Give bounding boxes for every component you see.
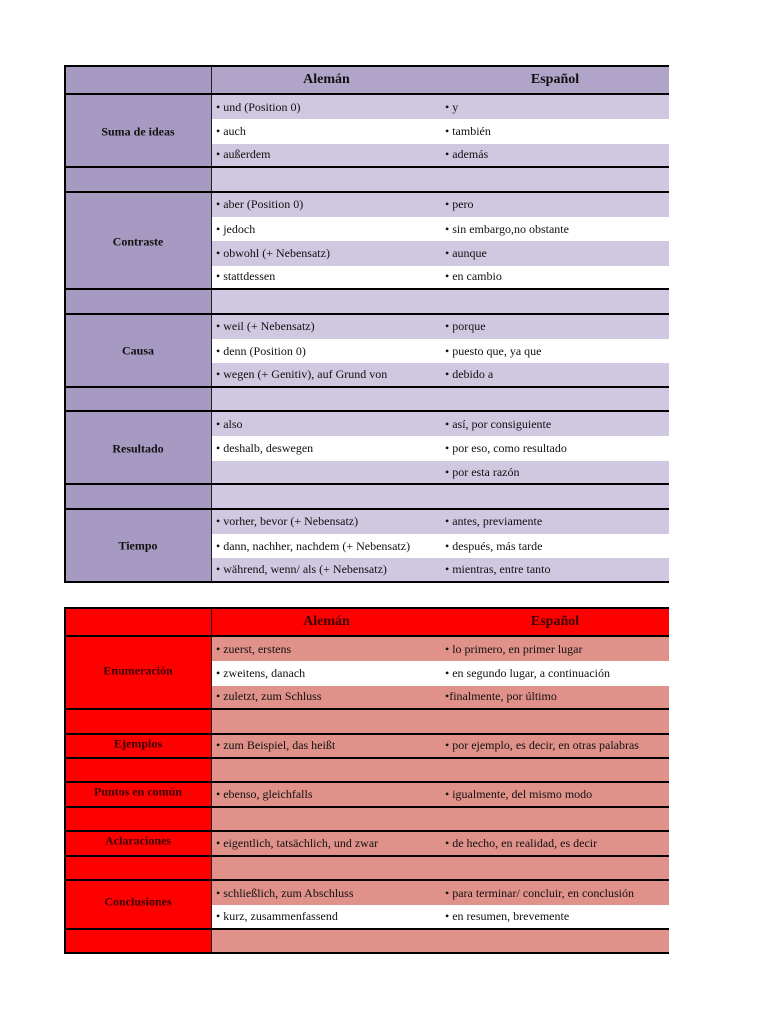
spanish-term: • por eso, como resultado <box>441 436 669 460</box>
category-cell <box>64 558 212 580</box>
german-term: • aber (Position 0) <box>212 193 441 217</box>
spanish-term: • pero <box>441 193 669 217</box>
category-cell <box>64 95 212 119</box>
spanish-term: • de hecho, en realidad, es decir <box>441 832 669 854</box>
spanish-term: • por esta razón <box>441 461 669 483</box>
spacer-row <box>64 485 669 509</box>
category-label-causa: Causa <box>121 343 154 358</box>
empty-cell <box>441 759 669 781</box>
spanish-term: • por ejemplo, es decir, en otras palabras <box>441 735 669 757</box>
spacer-row <box>64 857 669 881</box>
empty-cell <box>212 808 441 830</box>
category-cell <box>64 759 212 781</box>
category-cell <box>64 710 212 732</box>
category-cell <box>64 412 212 436</box>
german-term: • schließlich, zum Abschluss <box>212 881 441 905</box>
spanish-term: • aunque <box>441 241 669 265</box>
table-row <box>64 193 669 217</box>
spanish-term: • porque <box>441 315 669 339</box>
spanish-term: • en segundo lugar, a continuación <box>441 661 669 685</box>
spanish-term: • en cambio <box>441 266 669 288</box>
table-row <box>64 686 669 710</box>
german-term: • also <box>212 412 441 436</box>
german-term: • wegen (+ Genitiv), auf Grund von <box>212 363 441 385</box>
spanish-term: • antes, previamente <box>441 510 669 534</box>
category-cell <box>64 388 212 410</box>
empty-cell <box>212 485 441 507</box>
category-cell <box>64 144 212 166</box>
header-aleman: Alemán <box>212 67 441 93</box>
german-term: • jedoch <box>212 217 441 241</box>
spacer-row <box>64 710 669 734</box>
empty-cell <box>212 759 441 781</box>
spacer-row <box>64 808 669 832</box>
header-aleman: Alemán <box>212 609 441 635</box>
table-row <box>64 510 669 534</box>
category-label-conclusiones: Conclusiones <box>104 894 172 909</box>
empty-cell <box>441 808 669 830</box>
category-cell <box>64 808 212 830</box>
spacer-row <box>64 168 669 192</box>
empty-cell <box>441 388 669 410</box>
german-term: • außerdem <box>212 144 441 166</box>
spanish-term: • debido a <box>441 363 669 385</box>
german-term: • eigentlich, tatsächlich, und zwar <box>212 832 441 854</box>
empty-cell <box>212 290 441 312</box>
spanish-term: • sin embargo,no obstante <box>441 217 669 241</box>
category-cell <box>64 930 212 952</box>
category-label-ejemplos: Ejemplos <box>114 736 162 751</box>
table-row <box>64 412 669 436</box>
table-row <box>64 266 669 290</box>
german-term: • zuletzt, zum Schluss <box>212 686 441 708</box>
spacer-row <box>64 290 669 314</box>
table-row <box>64 461 669 485</box>
connectors-table-purple <box>64 65 669 583</box>
spacer-row <box>64 930 669 954</box>
category-label-suma-de-ideas: Suma de ideas <box>101 124 175 138</box>
german-term: • zum Beispiel, das heißt <box>212 735 441 757</box>
empty-cell <box>441 290 669 312</box>
table-row <box>64 144 669 168</box>
empty-cell <box>441 485 669 507</box>
spanish-term: • así, por consiguiente <box>441 412 669 436</box>
empty-cell <box>441 857 669 879</box>
german-term: • dann, nachher, nachdem (+ Nebensatz) <box>212 534 441 558</box>
empty-cell <box>212 710 441 732</box>
spanish-term: • igualmente, del mismo modo <box>441 783 669 805</box>
spanish-term: • después, más tarde <box>441 534 669 558</box>
category-label-puntos-en-comun: Puntos en común <box>93 784 182 799</box>
category-cell <box>64 485 212 507</box>
header-blank-cell <box>64 67 212 93</box>
table-row <box>64 363 669 387</box>
empty-cell <box>441 168 669 190</box>
german-term: • und (Position 0) <box>212 95 441 119</box>
spacer-row <box>64 759 669 783</box>
table-header <box>64 607 669 637</box>
table-row <box>64 315 669 339</box>
spanish-term: • puesto que, ya que <box>441 339 669 363</box>
german-term <box>212 461 441 483</box>
spanish-term: • para terminar/ concluir, en conclusión <box>441 881 669 905</box>
table-row <box>64 95 669 119</box>
german-term: • stattdessen <box>212 266 441 288</box>
german-term: • deshalb, deswegen <box>212 436 441 460</box>
category-cell <box>64 686 212 708</box>
connectors-table-red <box>64 607 669 954</box>
empty-cell <box>212 857 441 879</box>
category-cell <box>64 857 212 879</box>
category-cell <box>64 193 212 217</box>
german-term: • obwohl (+ Nebensatz) <box>212 241 441 265</box>
category-label-contraste: Contraste <box>112 234 164 248</box>
empty-cell <box>212 168 441 190</box>
german-term: • vorher, bevor (+ Nebensatz) <box>212 510 441 534</box>
category-cell <box>64 363 212 385</box>
table-header <box>64 65 669 95</box>
table-row <box>64 558 669 582</box>
empty-cell <box>441 930 669 952</box>
table-row <box>64 637 669 661</box>
category-label-tiempo: Tiempo <box>118 538 158 553</box>
german-term: • ebenso, gleichfalls <box>212 783 441 805</box>
spanish-term: • además <box>441 144 669 166</box>
german-term: • auch <box>212 119 441 143</box>
empty-cell <box>212 930 441 952</box>
category-cell <box>64 510 212 534</box>
spacer-row <box>64 388 669 412</box>
spanish-term: • en resumen, brevemente <box>441 905 669 927</box>
category-label-enumeracion: Enumeración <box>103 663 173 677</box>
german-term: • während, wenn/ als (+ Nebensatz) <box>212 558 441 580</box>
category-label-aclaraciones: Aclaraciones <box>105 833 171 848</box>
empty-cell <box>212 388 441 410</box>
category-cell <box>64 461 212 483</box>
category-cell <box>64 315 212 339</box>
header-espanol: Español <box>441 67 669 93</box>
category-label-resultado: Resultado <box>112 441 164 455</box>
german-term: • denn (Position 0) <box>212 339 441 363</box>
german-term: • weil (+ Nebensatz) <box>212 315 441 339</box>
empty-cell <box>441 710 669 732</box>
german-term: • zuerst, erstens <box>212 637 441 661</box>
german-term: • zweitens, danach <box>212 661 441 685</box>
german-term: • kurz, zusammenfassend <box>212 905 441 927</box>
spanish-term: • y <box>441 95 669 119</box>
spanish-term: • mientras, entre tanto <box>441 558 669 580</box>
spanish-term: •finalmente, por último <box>441 686 669 708</box>
spanish-term: • también <box>441 119 669 143</box>
header-espanol: Español <box>441 609 669 635</box>
category-cell <box>64 266 212 288</box>
header-blank-cell <box>64 609 212 635</box>
category-cell <box>64 290 212 312</box>
spanish-term: • lo primero, en primer lugar <box>441 637 669 661</box>
category-cell <box>64 168 212 190</box>
category-cell <box>64 637 212 661</box>
